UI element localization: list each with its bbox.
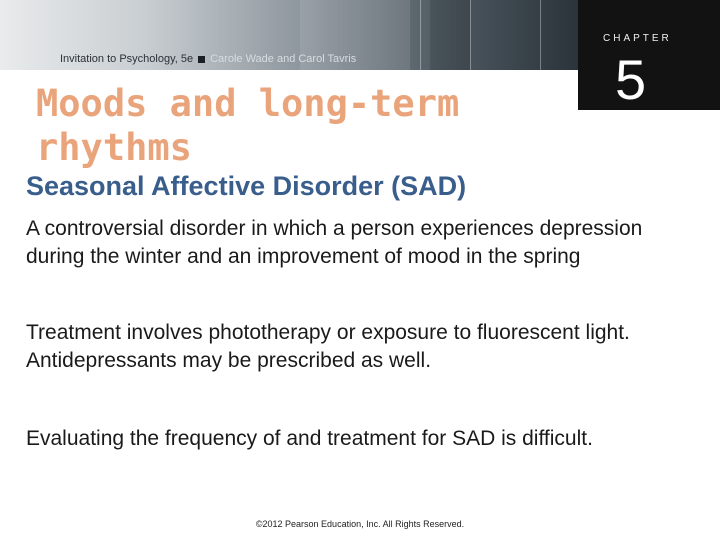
chapter-number: 5 (615, 48, 647, 111)
slide-title: Moods and long-term rhythms (36, 82, 460, 169)
banner-decoration (430, 0, 470, 70)
book-authors: Carole Wade and Carol Tavris (210, 53, 357, 65)
section-heading: Seasonal Affective Disorder (SAD) (26, 171, 467, 201)
banner-decoration (470, 0, 471, 70)
banner-decoration (540, 0, 541, 70)
chapter-box (578, 0, 720, 110)
banner-decoration (420, 0, 421, 70)
book-title: Invitation to Psychology, 5e (60, 53, 194, 65)
body-paragraph: Evaluating the frequency of and treatment for SAD is difficult. (26, 427, 593, 450)
book-info (60, 53, 356, 65)
copyright-footer: ©2012 Pearson Education, Inc. All Rights Reserved. (255, 519, 465, 529)
separator-square-icon (198, 56, 205, 63)
body-paragraph: Treatment involves phototherapy or exposure to fluorescent light. Antidepressants may be prescribed as well. (26, 321, 630, 372)
body-paragraph: A controversial disorder in which a person experiences depression during the winter and an improvement of mood in the spring (26, 217, 643, 268)
chapter-label: CHAPTER (603, 33, 672, 44)
